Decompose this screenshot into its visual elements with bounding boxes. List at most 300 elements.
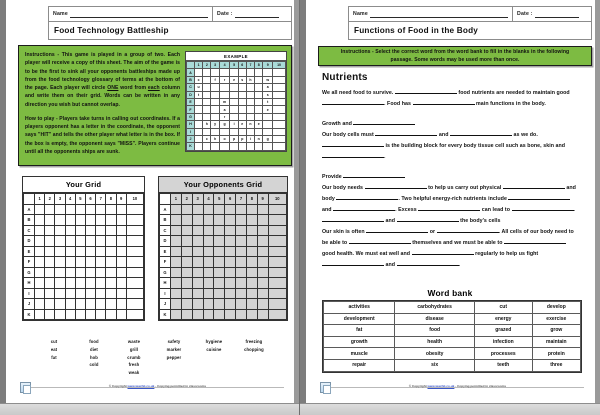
word-bank-word[interactable]: carbohydrates xyxy=(395,302,475,314)
your-grid-cell[interactable] xyxy=(106,215,116,226)
opponent-grid-cell[interactable] xyxy=(192,309,203,320)
name-field-left[interactable] xyxy=(49,7,213,21)
opponent-grid-cell[interactable] xyxy=(203,225,214,236)
your-grid-cell[interactable] xyxy=(35,246,45,257)
opponent-grid-cell[interactable] xyxy=(257,257,268,268)
your-grid-cell[interactable] xyxy=(106,246,116,257)
your-grid-cell[interactable] xyxy=(65,299,75,310)
your-grid-cell[interactable] xyxy=(116,225,126,236)
opponent-grid-cell[interactable] xyxy=(246,236,257,247)
your-grid-cell[interactable] xyxy=(96,204,106,215)
answer-blank[interactable] xyxy=(322,146,384,147)
opponent-grid-cell[interactable] xyxy=(257,278,268,289)
your-grid-cell[interactable] xyxy=(85,288,95,299)
glossary-word[interactable]: cuisine xyxy=(206,346,222,352)
your-grid-cell[interactable] xyxy=(65,236,75,247)
answer-blank[interactable] xyxy=(322,157,384,158)
answer-blank[interactable] xyxy=(349,243,411,244)
your-grid-cell[interactable] xyxy=(45,215,55,226)
your-grid-cell[interactable] xyxy=(45,309,55,320)
opponent-grid-cell[interactable] xyxy=(203,267,214,278)
opponent-grid-cell[interactable] xyxy=(181,225,192,236)
opponent-grid-cell[interactable] xyxy=(225,288,236,299)
opponent-grid-cell[interactable] xyxy=(257,246,268,257)
answer-blank[interactable] xyxy=(353,124,415,125)
opponent-grid-cell[interactable] xyxy=(214,246,225,257)
answer-blank[interactable] xyxy=(395,93,457,94)
your-grid-cell[interactable] xyxy=(126,246,143,257)
opponent-grid-cell[interactable] xyxy=(214,225,225,236)
answer-blank[interactable] xyxy=(343,177,405,178)
your-grid-cell[interactable] xyxy=(75,278,85,289)
your-grid-cell[interactable] xyxy=(75,288,85,299)
opponent-grid-cell[interactable] xyxy=(225,267,236,278)
opponent-grid-cell[interactable] xyxy=(171,267,182,278)
opponent-grid-cell[interactable] xyxy=(236,225,247,236)
opponent-grid-cell[interactable] xyxy=(192,215,203,226)
glossary-word[interactable]: pepper xyxy=(166,354,182,360)
word-bank-word[interactable]: cut xyxy=(474,302,532,314)
glossary-word[interactable]: chopping xyxy=(244,346,264,352)
your-grid-cell[interactable] xyxy=(35,215,45,226)
opponent-grid-cell[interactable] xyxy=(203,204,214,215)
your-grid-cell[interactable] xyxy=(85,204,95,215)
word-bank-word[interactable]: food xyxy=(395,325,475,337)
word-bank-word[interactable]: develop xyxy=(532,302,580,314)
opponent-grid-cell[interactable] xyxy=(257,225,268,236)
opponent-grid-cell[interactable] xyxy=(214,309,225,320)
your-grid-cell[interactable] xyxy=(75,257,85,268)
opponent-grid-cell[interactable] xyxy=(214,288,225,299)
opponent-grid-cell[interactable] xyxy=(236,278,247,289)
your-grid-cell[interactable] xyxy=(55,257,65,268)
opponent-grid-cell[interactable] xyxy=(257,309,268,320)
word-bank-word[interactable]: teeth xyxy=(474,359,532,371)
opponent-grid-cell[interactable] xyxy=(181,288,192,299)
your-grid-cell[interactable] xyxy=(75,299,85,310)
word-bank-word[interactable]: grow xyxy=(532,325,580,337)
glossary-word[interactable]: weak xyxy=(128,370,140,376)
your-grid-cell[interactable] xyxy=(55,299,65,310)
opponent-grid-cell[interactable] xyxy=(246,225,257,236)
your-grid-body[interactable] xyxy=(24,204,144,320)
opponent-grid-cell[interactable] xyxy=(246,204,257,215)
opponent-grid-cell[interactable] xyxy=(203,215,214,226)
opponent-grid-cell[interactable] xyxy=(236,236,247,247)
your-grid-cell[interactable] xyxy=(55,215,65,226)
glossary-word[interactable]: freezing xyxy=(245,339,263,344)
opponent-grid-cell[interactable] xyxy=(203,288,214,299)
opponent-grid-cell[interactable] xyxy=(214,278,225,289)
opponent-grid-cell[interactable] xyxy=(268,215,286,226)
glossary-word[interactable]: marker xyxy=(166,346,182,352)
opponent-grid-cell[interactable] xyxy=(214,299,225,310)
answer-blank[interactable] xyxy=(333,210,395,211)
your-grid-cell[interactable] xyxy=(85,225,95,236)
word-bank-word[interactable]: muscle xyxy=(324,348,395,360)
your-grid-cell[interactable] xyxy=(116,236,126,247)
word-bank-word[interactable]: fat xyxy=(324,325,395,337)
your-grid-cell[interactable] xyxy=(65,267,75,278)
footer-link-2[interactable]: www.teachit.co.uk xyxy=(427,384,455,388)
opponent-grid-cell[interactable] xyxy=(181,215,192,226)
your-grid-table[interactable] xyxy=(23,193,144,320)
your-grid-cell[interactable] xyxy=(75,215,85,226)
word-bank-word[interactable]: repair xyxy=(324,359,395,371)
answer-blank[interactable] xyxy=(512,210,574,211)
answer-blank[interactable] xyxy=(437,232,499,233)
opponent-grid-cell[interactable] xyxy=(171,309,182,320)
glossary-word[interactable]: cold xyxy=(89,362,99,368)
opponent-grid-cell[interactable] xyxy=(225,278,236,289)
word-bank-word[interactable]: six xyxy=(395,359,475,371)
your-grid-cell[interactable] xyxy=(106,309,116,320)
your-grid-cell[interactable] xyxy=(85,246,95,257)
word-bank-word[interactable]: activities xyxy=(324,302,395,314)
your-grid-cell[interactable] xyxy=(106,236,116,247)
word-bank-word[interactable]: exercise xyxy=(532,313,580,325)
word-bank-word[interactable]: infection xyxy=(474,336,532,348)
your-grid-cell[interactable] xyxy=(65,225,75,236)
your-grid-cell[interactable] xyxy=(126,267,143,278)
opponent-grid-cell[interactable] xyxy=(171,246,182,257)
glossary-word[interactable]: grill xyxy=(129,346,139,352)
word-bank-word[interactable]: grazed xyxy=(474,325,532,337)
your-grid-cell[interactable] xyxy=(85,309,95,320)
your-grid-cell[interactable] xyxy=(126,257,143,268)
opponent-grid-cell[interactable] xyxy=(181,246,192,257)
your-grid-cell[interactable] xyxy=(45,225,55,236)
your-grid-cell[interactable] xyxy=(96,215,106,226)
opponent-grid-cell[interactable] xyxy=(214,267,225,278)
opponent-grid-cell[interactable] xyxy=(246,246,257,257)
opponent-grid-cell[interactable] xyxy=(268,204,286,215)
word-bank-word[interactable]: processes xyxy=(474,348,532,360)
your-grid-cell[interactable] xyxy=(35,225,45,236)
opponent-grid-cell[interactable] xyxy=(181,236,192,247)
opponent-grid-cell[interactable] xyxy=(214,236,225,247)
your-grid-cell[interactable] xyxy=(116,288,126,299)
your-grid-cell[interactable] xyxy=(35,288,45,299)
opponent-grid-cell[interactable] xyxy=(236,309,247,320)
word-bank-word[interactable]: health xyxy=(395,336,475,348)
opponent-grid-cell[interactable] xyxy=(246,215,257,226)
your-grid-cell[interactable] xyxy=(96,236,106,247)
opponent-grid-cell[interactable] xyxy=(236,288,247,299)
opponent-grid-cell[interactable] xyxy=(257,267,268,278)
word-bank-word[interactable]: maintain xyxy=(532,336,580,348)
opponent-grid-cell[interactable] xyxy=(181,267,192,278)
your-grid-cell[interactable] xyxy=(55,204,65,215)
your-grid-cell[interactable] xyxy=(65,309,75,320)
your-grid-cell[interactable] xyxy=(116,278,126,289)
word-bank-word[interactable]: three xyxy=(532,359,580,371)
opponent-grid-cell[interactable] xyxy=(192,299,203,310)
word-bank-word[interactable]: disease xyxy=(395,313,475,325)
opponent-grid-cell[interactable] xyxy=(236,257,247,268)
your-grid-cell[interactable] xyxy=(116,267,126,278)
your-grid-cell[interactable] xyxy=(75,236,85,247)
opponent-grid-cell[interactable] xyxy=(214,204,225,215)
your-grid-cell[interactable] xyxy=(45,299,55,310)
your-grid-cell[interactable] xyxy=(75,309,85,320)
opponent-grid-cell[interactable] xyxy=(214,215,225,226)
answer-blank[interactable] xyxy=(322,221,384,222)
your-grid-cell[interactable] xyxy=(55,267,65,278)
opponent-grid-cell[interactable] xyxy=(171,257,182,268)
answer-blank[interactable] xyxy=(397,221,459,222)
glossary-word[interactable]: eat xyxy=(50,346,58,352)
opponent-grid-cell[interactable] xyxy=(236,267,247,278)
your-grid-cell[interactable] xyxy=(126,204,143,215)
word-bank-word[interactable]: obesity xyxy=(395,348,475,360)
opponent-grid-cell[interactable] xyxy=(268,288,286,299)
word-bank-word[interactable]: development xyxy=(324,313,395,325)
answer-blank[interactable] xyxy=(418,210,480,211)
your-grid-cell[interactable] xyxy=(106,204,116,215)
your-grid-cell[interactable] xyxy=(35,236,45,247)
your-grid-cell[interactable] xyxy=(35,299,45,310)
answer-blank[interactable] xyxy=(322,265,384,266)
opponent-grid-cell[interactable] xyxy=(171,215,182,226)
opponent-grid-cell[interactable] xyxy=(246,267,257,278)
opponent-grid-cell[interactable] xyxy=(268,225,286,236)
opponent-grid-cell[interactable] xyxy=(214,257,225,268)
your-grid-cell[interactable] xyxy=(45,204,55,215)
opponent-grid-cell[interactable] xyxy=(203,257,214,268)
your-grid-cell[interactable] xyxy=(35,267,45,278)
opponent-grid-cell[interactable] xyxy=(181,257,192,268)
opponent-grid-cell[interactable] xyxy=(171,236,182,247)
opponent-grid-cell[interactable] xyxy=(246,299,257,310)
your-grid-cell[interactable] xyxy=(126,288,143,299)
your-grid-cell[interactable] xyxy=(126,278,143,289)
your-grid-cell[interactable] xyxy=(55,309,65,320)
opponent-grid-cell[interactable] xyxy=(192,278,203,289)
answer-blank[interactable] xyxy=(450,135,512,136)
your-grid-cell[interactable] xyxy=(65,215,75,226)
your-grid-cell[interactable] xyxy=(106,257,116,268)
your-grid-cell[interactable] xyxy=(45,236,55,247)
opponent-grid-cell[interactable] xyxy=(225,246,236,257)
opponent-grid-cell[interactable] xyxy=(246,288,257,299)
opponent-grid-cell[interactable] xyxy=(257,204,268,215)
your-grid-cell[interactable] xyxy=(35,257,45,268)
your-grid-cell[interactable] xyxy=(55,225,65,236)
opponent-grid-cell[interactable] xyxy=(268,299,286,310)
your-grid-cell[interactable] xyxy=(106,288,116,299)
opponent-grid-cell[interactable] xyxy=(181,299,192,310)
opponent-grid-cell[interactable] xyxy=(257,288,268,299)
your-grid-cell[interactable] xyxy=(65,246,75,257)
your-grid-cell[interactable] xyxy=(55,246,65,257)
your-grid-cell[interactable] xyxy=(55,236,65,247)
opponent-grid-cell[interactable] xyxy=(257,236,268,247)
answer-blank[interactable] xyxy=(397,265,459,266)
your-grid-cell[interactable] xyxy=(85,257,95,268)
answer-blank[interactable] xyxy=(504,243,566,244)
your-grid[interactable] xyxy=(22,176,145,321)
glossary-word[interactable]: fat xyxy=(51,354,57,360)
opponent-grid-cell[interactable] xyxy=(236,215,247,226)
opponent-grid-cell[interactable] xyxy=(268,309,286,320)
answer-blank[interactable] xyxy=(375,135,437,136)
answer-blank[interactable] xyxy=(508,199,570,200)
glossary-word[interactable]: safety xyxy=(167,339,181,344)
opponent-grid-cell[interactable] xyxy=(171,278,182,289)
word-bank-word[interactable]: energy xyxy=(474,313,532,325)
your-grid-cell[interactable] xyxy=(106,267,116,278)
answer-blank[interactable] xyxy=(322,104,384,105)
name-field-right[interactable] xyxy=(349,7,513,21)
glossary-word[interactable]: fresh xyxy=(128,362,140,368)
your-grid-cell[interactable] xyxy=(35,204,45,215)
your-grid-cell[interactable] xyxy=(116,257,126,268)
your-grid-cell[interactable] xyxy=(96,225,106,236)
your-grid-cell[interactable] xyxy=(75,246,85,257)
answer-blank[interactable] xyxy=(365,188,427,189)
your-grid-cell[interactable] xyxy=(75,225,85,236)
opponent-grid-cell[interactable] xyxy=(192,236,203,247)
glossary-word[interactable]: food xyxy=(89,339,99,344)
opponent-grid-cell[interactable] xyxy=(192,246,203,257)
your-grid-cell[interactable] xyxy=(45,257,55,268)
glossary-word[interactable]: cut xyxy=(50,339,58,344)
your-grid-cell[interactable] xyxy=(65,288,75,299)
your-grid-cell[interactable] xyxy=(126,236,143,247)
your-grid-cell[interactable] xyxy=(96,309,106,320)
opponent-grid-cell[interactable] xyxy=(192,288,203,299)
glossary-word[interactable]: crumb xyxy=(127,354,141,360)
glossary-word[interactable]: hygiene xyxy=(205,339,223,344)
opponent-grid-cell[interactable] xyxy=(181,204,192,215)
opponent-grid-cell[interactable] xyxy=(268,246,286,257)
your-grid-cell[interactable] xyxy=(85,236,95,247)
opponent-grid-cell[interactable] xyxy=(236,246,247,257)
your-grid-cell[interactable] xyxy=(96,278,106,289)
opponent-grid-cell[interactable] xyxy=(171,225,182,236)
opponent-grid-table[interactable] xyxy=(159,193,287,320)
your-grid-cell[interactable] xyxy=(96,299,106,310)
opponent-grid-cell[interactable] xyxy=(203,299,214,310)
your-grid-cell[interactable] xyxy=(75,204,85,215)
opponent-grid-cell[interactable] xyxy=(225,236,236,247)
your-grid-cell[interactable] xyxy=(75,267,85,278)
answer-blank[interactable] xyxy=(412,254,474,255)
opponent-grid-cell[interactable] xyxy=(225,215,236,226)
your-grid-cell[interactable] xyxy=(45,278,55,289)
opponent-grid-cell[interactable] xyxy=(203,236,214,247)
date-field-left[interactable] xyxy=(213,7,291,21)
your-grid-cell[interactable] xyxy=(116,204,126,215)
opponent-grid-cell[interactable] xyxy=(257,299,268,310)
cloze-passage[interactable] xyxy=(322,88,580,271)
your-grid-cell[interactable] xyxy=(35,278,45,289)
answer-blank[interactable] xyxy=(413,104,475,105)
glossary-word[interactable]: waste xyxy=(127,339,141,344)
opponent-grid-cell[interactable] xyxy=(171,288,182,299)
opponent-grid-cell[interactable] xyxy=(225,225,236,236)
opponent-grid-cell[interactable] xyxy=(203,246,214,257)
date-field-right[interactable] xyxy=(513,7,591,21)
your-grid-cell[interactable] xyxy=(126,215,143,226)
opponent-grid-cell[interactable] xyxy=(236,204,247,215)
word-bank-word[interactable]: growth xyxy=(324,336,395,348)
your-grid-cell[interactable] xyxy=(106,225,116,236)
answer-blank[interactable] xyxy=(366,232,428,233)
your-grid-cell[interactable] xyxy=(85,267,95,278)
opponent-grid-cell[interactable] xyxy=(257,215,268,226)
opponent-grid-cell[interactable] xyxy=(203,309,214,320)
opponent-grid-cell[interactable] xyxy=(268,257,286,268)
your-grid-cell[interactable] xyxy=(96,246,106,257)
word-bank-word[interactable]: protein xyxy=(532,348,580,360)
opponent-grid-cell[interactable] xyxy=(192,204,203,215)
your-grid-cell[interactable] xyxy=(116,309,126,320)
opponent-grid-cell[interactable] xyxy=(181,278,192,289)
opponent-grid-cell[interactable] xyxy=(181,309,192,320)
opponent-grid-cell[interactable] xyxy=(171,204,182,215)
your-grid-cell[interactable] xyxy=(45,246,55,257)
your-grid-cell[interactable] xyxy=(106,299,116,310)
your-grid-cell[interactable] xyxy=(55,288,65,299)
opponent-grid-cell[interactable] xyxy=(236,299,247,310)
opponent-grid-cell[interactable] xyxy=(225,309,236,320)
opponent-grid-cell[interactable] xyxy=(225,299,236,310)
footer-link[interactable]: www.teachit.co.uk xyxy=(127,384,155,388)
your-grid-cell[interactable] xyxy=(116,299,126,310)
opponent-grid-cell[interactable] xyxy=(192,225,203,236)
opponent-grid-cell[interactable] xyxy=(246,257,257,268)
opponent-grid-cell[interactable] xyxy=(192,257,203,268)
opponent-grid-cell[interactable] xyxy=(268,236,286,247)
opponent-grid-cell[interactable] xyxy=(225,257,236,268)
your-grid-cell[interactable] xyxy=(126,225,143,236)
your-grid-cell[interactable] xyxy=(35,309,45,320)
your-grid-cell[interactable] xyxy=(126,299,143,310)
opponent-grid-cell[interactable] xyxy=(192,267,203,278)
your-grid-cell[interactable] xyxy=(65,278,75,289)
your-grid-cell[interactable] xyxy=(45,288,55,299)
your-grid-cell[interactable] xyxy=(96,267,106,278)
opponent-grid-cell[interactable] xyxy=(203,278,214,289)
your-grid-cell[interactable] xyxy=(45,267,55,278)
your-grid-cell[interactable] xyxy=(65,257,75,268)
your-grid-cell[interactable] xyxy=(96,288,106,299)
your-grid-cell[interactable] xyxy=(116,215,126,226)
your-grid-cell[interactable] xyxy=(85,278,95,289)
opponent-grid-cell[interactable] xyxy=(268,278,286,289)
your-grid-cell[interactable] xyxy=(55,278,65,289)
glossary-word[interactable]: hob xyxy=(89,354,98,360)
your-grid-cell[interactable] xyxy=(96,257,106,268)
opponent-grid[interactable] xyxy=(158,176,288,321)
opponent-grid-cell[interactable] xyxy=(246,278,257,289)
opponent-grid-body[interactable] xyxy=(160,204,287,320)
glossary-word[interactable]: diet xyxy=(90,346,98,352)
your-grid-cell[interactable] xyxy=(106,278,116,289)
your-grid-cell[interactable] xyxy=(65,204,75,215)
opponent-grid-cell[interactable] xyxy=(246,309,257,320)
your-grid-cell[interactable] xyxy=(116,246,126,257)
answer-blank[interactable] xyxy=(336,199,398,200)
your-grid-cell[interactable] xyxy=(85,299,95,310)
answer-blank[interactable] xyxy=(503,188,565,189)
opponent-grid-cell[interactable] xyxy=(268,267,286,278)
opponent-grid-cell[interactable] xyxy=(171,299,182,310)
your-grid-cell[interactable] xyxy=(85,215,95,226)
opponent-grid-cell[interactable] xyxy=(225,204,236,215)
